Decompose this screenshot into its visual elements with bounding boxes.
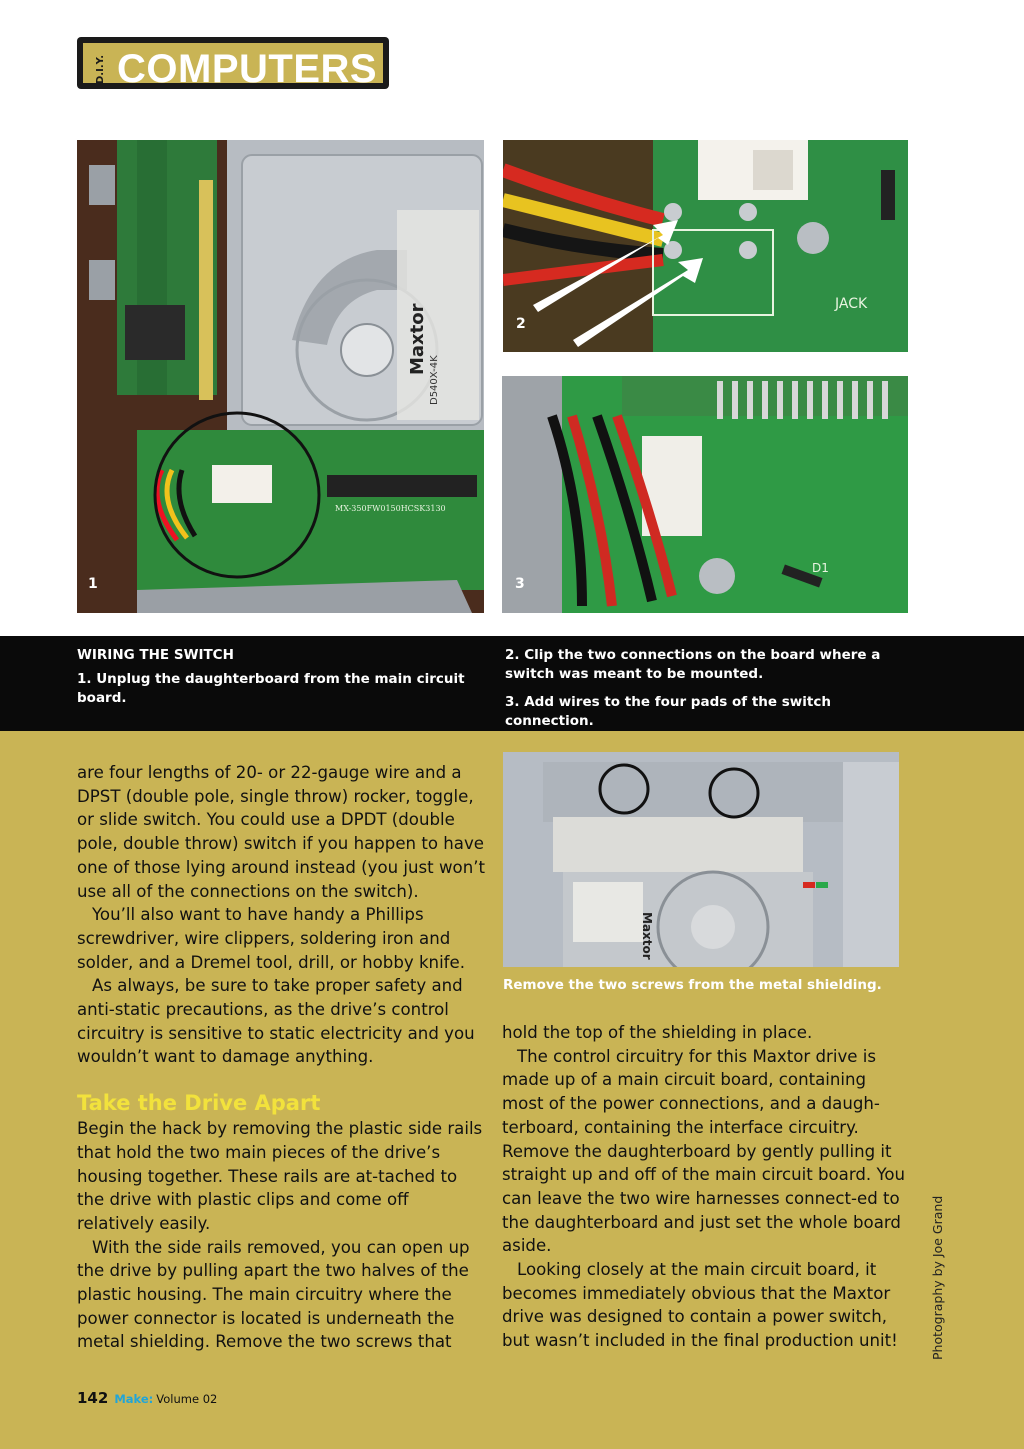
- caption-heading: WIRING THE SWITCH: [77, 647, 234, 663]
- photo-credit: Photography by Joe Grand: [930, 1195, 945, 1360]
- section-title: COMPUTERS: [117, 47, 378, 91]
- caption-step-3: 3. Add wires to the four pads of the switch connection.: [505, 694, 831, 729]
- paragraph: Looking closely at the main circuit board, it becomes immediately obvious that the Maxtor drive was designed to contain a power switch, but wasn’t included in the final production unit!: [502, 1260, 898, 1351]
- photo-4-caption: Remove the two screws from the metal shielding.: [503, 977, 882, 993]
- photo-2-switch-pads: [503, 140, 908, 352]
- section-badge-fill: [83, 43, 383, 91]
- photo-1-drive-overview: [77, 140, 484, 613]
- jack-label: JACK: [835, 296, 868, 312]
- d1-label: D1: [812, 561, 829, 575]
- figure-number-1: 1: [88, 576, 98, 592]
- photo-4-metal-shielding: [503, 752, 899, 967]
- diy-label: D.I.Y.: [95, 54, 106, 84]
- paragraph: Begin the hack by removing the plastic side rails that hold the two main pieces of the drive’s housing together. These rails are at-tached to the drive with plastic clips and come off relatively easily.: [77, 1119, 483, 1233]
- drive-brand-label-photo-4: Maxtor: [640, 912, 654, 960]
- article-column-2: [502, 1021, 912, 1353]
- paragraph: With the side rails removed, you can open up the drive by pulling apart the two halves of the plastic housing. The main circuitry where the power connector is located is underneath the metal shielding. Remove the two screws that: [77, 1237, 470, 1352]
- paragraph: The control circuitry for this Maxtor drive is made up of a main circuit board, containing most of the power connections, and a daugh-terboard, containing the interface circuitry. Remove the daughterboard by gently pulling it straight up and off of the main circuit board. You can leave the two wire harnesses connect-ed to the daughterboard and just set the whole board aside.: [502, 1046, 906, 1256]
- drive-model-label: D540X-4K: [429, 355, 440, 405]
- figure-number-2: 2: [516, 316, 526, 332]
- figure-number-3: 3: [515, 576, 525, 592]
- paragraph: You’ll also want to have handy a Phillips screwdriver, wire clippers, soldering iron and solder, and a Dremel tool, drill, or hobby knife.: [77, 905, 466, 972]
- volume-label: Volume 02: [156, 1392, 218, 1406]
- page-number: 142: [77, 1389, 109, 1407]
- caption-step-2: 2. Clip the two connections on the board where a switch was meant to be mounted.: [505, 647, 881, 682]
- photo-3-wires-added: [502, 376, 908, 613]
- caption-band: [0, 636, 1024, 731]
- caption-step-1: 1. Unplug the daughterboard from the main circuit board.: [77, 671, 465, 706]
- section-subhead: Take the Drive Apart: [77, 1091, 321, 1116]
- article-column-1: [77, 761, 487, 1354]
- paragraph: are four lengths of 20- or 22-gauge wire and a DPST (double pole, single throw) rocker, toggle, or slide switch. You could use a DPDT (double pole, double throw) switch if you happen to have one of those lying around instead (you just won’t use all of the connections on the switch).: [77, 763, 485, 901]
- paragraph: hold the top of the shielding in place.: [502, 1023, 813, 1042]
- magazine-logo: Make:: [114, 1392, 154, 1406]
- section-badge: [77, 37, 389, 89]
- page-footer: [77, 1386, 217, 1410]
- paragraph: As always, be sure to take proper safety and anti-static precautions, as the drive’s control circuitry is sensitive to static electricity and you wouldn’t want to damage anything.: [77, 976, 475, 1067]
- board-code-label: MX-350FW0150HCSK3130: [335, 504, 446, 513]
- drive-brand-label: Maxtor: [407, 303, 428, 375]
